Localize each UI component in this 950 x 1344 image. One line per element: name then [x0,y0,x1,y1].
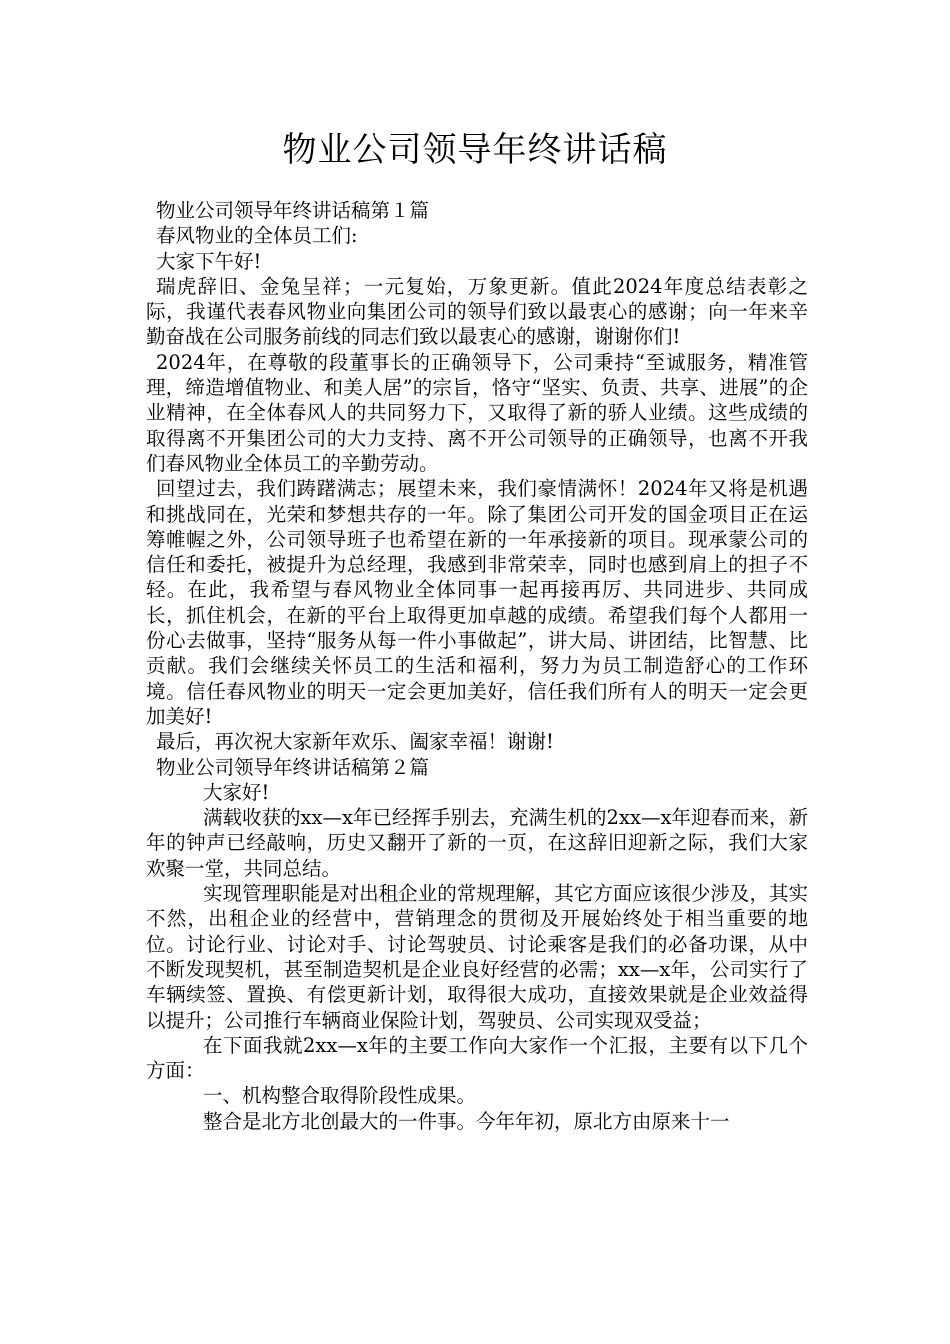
paragraph: 整合是北方北创最大的一件事。今年年初，原北方由原来十一 [203,1109,730,1133]
paragraph: 最后，再次祝大家新年欢乐、阖家幸福！谢谢! [156,730,554,754]
paragraph: 大家好! [203,780,270,804]
paragraph: 物业公司领导年终讲话稿第２篇 [156,755,430,779]
paragraph: 春风物业的全体员工们: [156,224,358,248]
document-body [146,198,808,1134]
paragraph: 2024年，在尊敬的段董事长的正确领导下，公司秉持“至诚服务，精准管理，缔造增值物业、和美人居”的宗旨，恪守“坚实、负责、共享、进展”的企业精神，在全体春风人的共同努力下，又取得了新的骄人业绩。这些成绩的取得离不开集团公司的大力支持、离不开公司领导的正确领导，也离不开我们春风物业全体员工的辛勤劳动。 [146,350,808,475]
paragraph: 物业公司领导年终讲话稿第１篇 [156,199,430,222]
paragraph: 实现管理职能是对出租企业的常规理解，其它方面应该很少涉及，其实不然，出租企业的经营中，营销理念的贯彻及开展始终处于相当重要的地位。讨论行业、讨论对手、讨论驾驶员、讨论乘客是我们的必备功课，从中不断发现契机，甚至制造契机是企业良好经营的必需；xx—x年，公司实行了车辆续签、置换、有偿更新计划，取得很大成功，直接效果就是企业效益得以提升；公司推行车辆商业保险计划，驾驶员、公司实现双受益； [146,882,808,1032]
paragraph: 满载收获的xx—x年已经挥手别去，充满生机的2xx—x年迎春而来，新年的钟声已经敲响，历史又翻开了新的一页，在这辞旧迎新之际，我们大家欢聚一堂，共同总结。 [146,806,808,880]
paragraph: 大家下午好! [156,249,262,273]
paragraph: 一、机构整合取得阶段性成果。 [203,1084,477,1108]
paragraph: 在下面我就2xx—x年的主要工作向大家作一个汇报，主要有以下几个方面： [146,1033,808,1083]
document-title: 物业公司领导年终讲话稿 [282,130,668,170]
paragraph: 瑞虎辞旧、金兔呈祥；一元复始，万象更新。值此2024年度总结表彰之际，我谨代表春风物业向集团公司的领导们致以最衷心的感谢；向一年来辛勤奋战在公司服务前线的同志们致以最衷心的感谢，谢谢你们! [146,274,808,349]
paragraph: 回望过去，我们踌躇满志；展望未来，我们豪情满怀！2024年又将是机遇和挑战同在，光荣和梦想共存的一年。除了集团公司开发的国金项目正在运筹帷幄之外，公司领导班子也希望在新的一年承接新的项目。现承蒙公司的信任和委托，被提升为总经理，我感到非常荣幸，同时也感到肩上的担子不轻。在此，我希望与春风物业全体同事一起再接再厉、共同进步、共同成长，抓住机会，在新的平台上取得更加卓越的成绩。希望我们每个人都用一份心去做事，坚持“服务从每一件小事做起”，讲大局、讲团结，比智慧、比贡献。我们会继续关怀员工的生活和福利，努力为员工制造舒心的工作环境。信任春风物业的明天一定会更加美好，信任我们所有人的明天一定会更加美好! [146,477,808,728]
